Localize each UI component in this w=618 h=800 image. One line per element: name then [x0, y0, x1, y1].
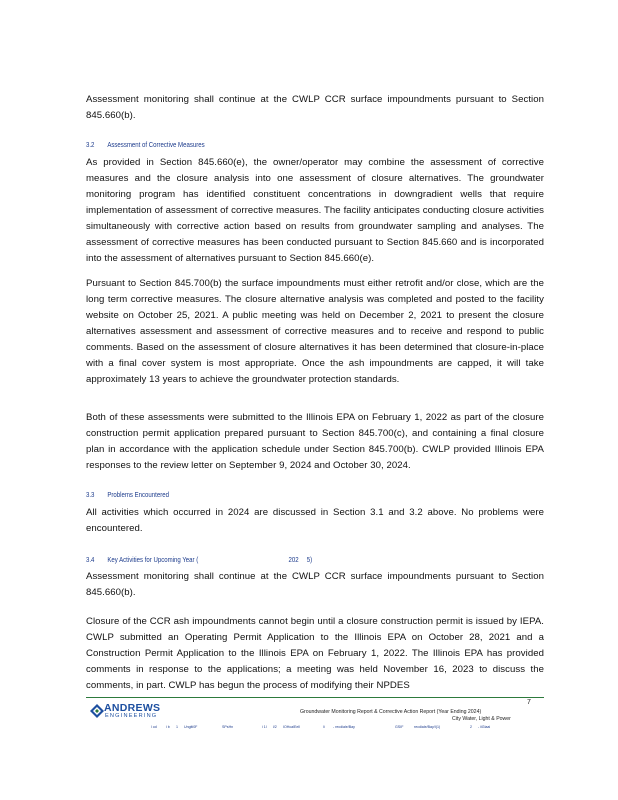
heading-3-4 — [86, 555, 312, 564]
paragraph-problems: All activities which occurred in 2024 are discussed in Section 3.1 and 3.2 above. No problems were encountered. — [86, 507, 544, 534]
heading-title: Assessment of Corrective Measures — [107, 140, 205, 149]
paragraph-assessment-monitoring: Assessment monitoring shall continue at the CWLP CCR surface impoundments pursuant to Section 845.660(b). — [86, 94, 544, 121]
paragraph-closure-alternatives: Pursuant to Section 845.700(b) the surface impoundments must either retrofit and/or close, which are the long term corrective measures. The closure alternative analysis was completed and posted to the facility website on October 25, 2021. A public meeting was held on December 2, 2021 to present the closure alternatives assessment and assessment of corrective measures and to receive and respond to public comments. Based on the assessment of closure alternatives it has been determined that closure-in-place with a final cover system is most appropriate. Once the ash impoundments are capped, it will take approximately 13 years to achieve the groundwater protection standards. — [86, 278, 544, 385]
fine-print-4: Ungiti0F — [184, 725, 198, 729]
fine-print-12: recdiale/Bay/I(1) — [414, 725, 441, 729]
fine-print-8: IOHcalEell — [283, 725, 300, 729]
footer-report-title: Groundwater Monitoring Report & Corrective Action Report (Year Ending 2024) — [300, 709, 482, 715]
logo-subtitle: ENGINEERING — [105, 713, 158, 719]
heading-close: 5) — [306, 555, 313, 564]
footer-rule — [86, 697, 544, 698]
fine-print-10: - recdiale/Bay — [333, 725, 355, 729]
paragraph-assessment-monitoring-2: Assessment monitoring shall continue at the CWLP CCR surface impoundments pursuant to Section 845.660(b). — [86, 571, 544, 598]
fine-print-6: i 1l — [262, 725, 267, 729]
fine-print-3: 1 — [176, 725, 178, 729]
logo-mark-icon — [90, 704, 104, 718]
heading-number: 3.2 — [86, 140, 95, 149]
heading-3-2 — [86, 140, 205, 149]
heading-number: 3.3 — [86, 490, 95, 499]
footer-client: City Water, Light & Power — [452, 716, 511, 722]
paragraph-closure-permit: Closure of the CCR ash impoundments cannot begin until a closure construction permit is issued by IEPA. CWLP submitted an Operating Permit Application to the Illinois EPA on October 28, 2021 and a Construction Permit Application to the Illinois EPA on February 1, 2022. The Illinois EPA has provided comments in response to the applications; a meeting was held November 16, 2023 to discuss the comments, in part. CWLP has begun the process of modifying their NPDES — [86, 616, 544, 691]
fine-print-7: l/2 — [273, 725, 277, 729]
heading-number: 3.4 — [86, 555, 95, 564]
fine-print-14: - iiGlaai — [478, 725, 491, 729]
fine-print-5: SPsHn — [222, 725, 234, 729]
page-number: 7 — [527, 699, 531, 706]
heading-title: Key Activities for Upcoming Year ( — [107, 555, 199, 564]
heading-title: Problems Encountered — [107, 490, 169, 499]
fine-print-13: 2 — [470, 725, 472, 729]
heading-3-3 — [86, 490, 169, 499]
andrews-logo — [90, 702, 170, 722]
fine-print-9: li — [323, 725, 325, 729]
paragraph-epa-submission: Both of these assessments were submitted to the Illinois EPA on February 1, 2022 as part of the closure construction permit application prepared pursuant to Section 845.700(c), and containing a final closure plan in accordance with the application schedule under Section 845.700(b). CWLP provided Illinois EPA responses to the review letter on September 9, 2024 and October 30, 2024. — [86, 412, 544, 471]
fine-print-2: i b — [166, 725, 170, 729]
fine-print-1: l od — [151, 725, 157, 729]
heading-year: 202 — [288, 555, 299, 564]
logo-name: ANDREWS — [104, 702, 161, 714]
paragraph-corrective-measures: As provided in Section 845.660(e), the owner/operator may combine the assessment of corrective measures and the closure analysis into one assessment of closure alternatives. The groundwater monitoring program has identified constituent concentrations in downgradient wells that require implementation of assessment of corrective measures. The facility anticipates conducting closure activities simultaneously with corrective action based on results from groundwater sampling and analyses. The assessment of corrective measures has been conducted pursuant to Section 845.660 and is incorporated into the assessment of alternatives pursuant to Section 845.660(e). — [86, 157, 544, 264]
fine-print-11: GSIF — [395, 725, 404, 729]
